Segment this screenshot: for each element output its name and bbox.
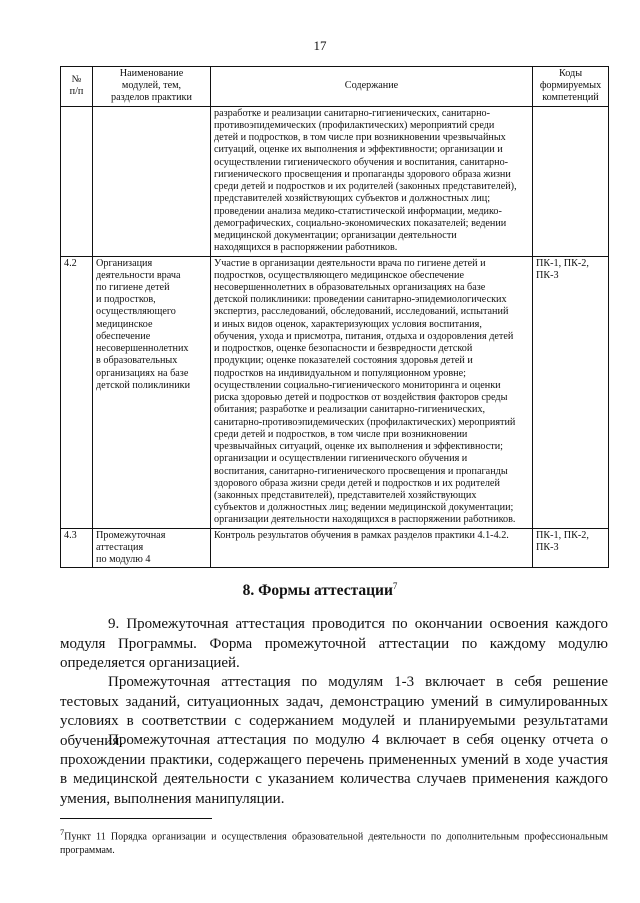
section-footnote-ref: 7 xyxy=(392,581,398,591)
cell-line: ситуаций, оценке их выполнения и эффективности; организации и xyxy=(214,144,503,156)
cell-line: ПК-1, ПК-2, xyxy=(536,529,589,541)
cell-line: медицинской документации; организации деятельности xyxy=(214,230,457,242)
cell-line: продукции; оценке показателей состояния здоровья детей и xyxy=(214,355,473,367)
cell-content xyxy=(211,256,533,528)
cell-line: детей и подростков, в том числе при возникновении чрезвычайных xyxy=(214,132,506,144)
cell-line: экспертиз, расследований, обследований, исследований, испытаний xyxy=(214,306,509,318)
header-codes xyxy=(533,67,609,107)
cell-line: гигиенического просвещения и пропаганды здорового образа жизни xyxy=(214,168,511,180)
cell-num xyxy=(61,106,93,256)
cell-line: Промежуточная xyxy=(96,529,166,541)
cell-line: по гигиене детей xyxy=(96,281,170,293)
section-heading xyxy=(0,581,640,600)
paragraph-3: Промежуточная аттестация по модулю 4 включает в себя оценку отчета о прохождении практики, содержащего перечень примененных умений в ходе участия в медицинской деятельности с указанием количества случаев применения каждого умения, выполнения манипуляции. xyxy=(60,732,608,807)
table-row-4-3 xyxy=(61,528,609,568)
cell-line: осуществлении социально-гигиенического мониторинга и оценки xyxy=(214,379,501,391)
cell-line: организациях на базе xyxy=(96,367,189,379)
cell-line: находящихся в распоряжении работников. xyxy=(214,242,398,254)
cell-content xyxy=(211,528,533,568)
header-num-line: № xyxy=(71,74,82,86)
cell-line: детской поликлиники: проведении санитарно-эпидемиологических xyxy=(214,294,507,306)
cell-line: и подростков, xyxy=(96,294,156,306)
cell-line: детской поликлиники xyxy=(96,379,191,391)
header-codes-line: Коды xyxy=(558,68,583,79)
page-number: 17 xyxy=(313,38,327,53)
cell-line: санитарно-противоэпидемических (профилактических) мероприятий xyxy=(214,416,516,428)
cell-line: деятельности врача xyxy=(96,269,181,281)
cell-module xyxy=(93,528,211,568)
header-module-line: Наименование xyxy=(119,68,184,79)
cell-line: риска здоровью детей и подростков от воздействия факторов среды xyxy=(214,392,508,404)
cell-content xyxy=(211,106,533,256)
cell-line: противоэпидемических (профилактических) мероприятий среди xyxy=(214,119,495,131)
footnote-divider xyxy=(60,818,212,819)
cell-line: аттестация xyxy=(96,541,144,553)
cell-module xyxy=(93,106,211,256)
cell-line: в образовательных xyxy=(96,355,178,367)
cell-line: обучения, ухода и присмотра, питания, отдыха и оздоровления детей xyxy=(214,330,514,342)
cell-line: осуществляющего xyxy=(96,306,176,318)
cell-line: разработке и реализации санитарно-гигиенических, санитарно- xyxy=(214,107,491,119)
cell-line: среди детей и подростков и их родителей (законных представителей), xyxy=(214,181,517,193)
cell-line: демографических, социально-экономических показателей; ведении xyxy=(214,217,507,229)
header-codes-line: формируемых xyxy=(539,80,602,92)
footnote-text: Пункт 11 Порядка организации и осуществления образовательной деятельности по дополнительным профессиональным программам. xyxy=(60,831,608,857)
cell-line: среди детей и подростков, в том числе при возникновении xyxy=(214,428,468,440)
cell-line: и подростков, оценке безопасности и безвредности детской xyxy=(214,343,473,355)
cell-line: медицинское xyxy=(96,318,153,330)
cell-num: 4.3 xyxy=(61,528,93,568)
cell-line: здорового образа жизни среди детей и подростков и их родителей xyxy=(214,477,500,489)
header-module-line: модулей, тем, xyxy=(121,80,182,92)
table-header-row xyxy=(61,67,609,107)
header-num xyxy=(61,67,93,107)
cell-line: обитания; разработке и реализации санитарно-гигиенических, xyxy=(214,404,486,416)
header-module xyxy=(93,67,211,107)
cell-line: ПК-3 xyxy=(536,541,559,553)
cell-line: и иных видов оценок, характеризующих условия воспитания, xyxy=(214,318,482,330)
cell-line: несовершеннолетних в образовательных организациях на базе xyxy=(214,281,486,293)
footnote-mark: 7 xyxy=(60,828,65,837)
cell-line: Участие в организации деятельности врача по гигиене детей и xyxy=(214,257,486,269)
cell-codes xyxy=(533,528,609,568)
program-table xyxy=(60,66,609,568)
cell-line: осуществлении гигиенического обучения и воспитания, санитарно- xyxy=(214,156,509,168)
cell-line: ПК-1, ПК-2, xyxy=(536,257,589,269)
cell-line: подростков на индивидуальном и популяционном уровне; xyxy=(214,367,466,379)
section-title: 8. Формы аттестации xyxy=(242,582,393,600)
cell-codes xyxy=(533,106,609,256)
cell-line: воспитания, санитарно-гигиенического просвещения и пропаганды xyxy=(214,465,508,477)
header-num-line: п/п xyxy=(69,86,84,98)
paragraph-1: 9. Промежуточная аттестация проводится по окончании освоения каждого модуля Программы. Форма промежуточной аттестации по каждому модулю определяется организацией. xyxy=(60,616,608,672)
cell-line: организации деятельности находящихся в распоряжении работников. xyxy=(214,514,516,526)
cell-codes xyxy=(533,256,609,528)
cell-line: обеспечение xyxy=(96,330,151,342)
cell-line: субъектов и должностных лиц; ведении медицинской документации; xyxy=(214,502,514,514)
header-module-line: разделов практики xyxy=(111,92,192,104)
cell-line: (законных представителей), представителей хозяйствующих xyxy=(214,489,477,501)
table-row-continuation xyxy=(61,106,609,256)
cell-line: подростков, осуществляющего медицинское обеспечение xyxy=(214,269,464,281)
cell-line: проведении анализа медико-статистической информации, медико- xyxy=(214,205,502,217)
paragraph-2: Промежуточная аттестация по модулям 1-3 включает в себя решение тестовых заданий, ситуационных задач, демонстрацию умений в симулированных условиях в соответствии с содержанием модулей и планируемыми результатами обучения. xyxy=(60,674,608,749)
header-codes-line: компетенций xyxy=(542,92,599,104)
cell-line: по модулю 4 xyxy=(96,554,151,566)
cell-line: чрезвычайных ситуаций, оценке их выполнения и эффективности; xyxy=(214,441,503,453)
header-content: Содержание xyxy=(211,67,533,107)
table-row-4-2 xyxy=(61,256,609,528)
footnote xyxy=(60,826,608,858)
cell-line: представителей хозяйствующих субъектов и должностных лиц; xyxy=(214,193,491,205)
cell-line: ПК-3 xyxy=(536,269,559,281)
cell-module xyxy=(93,256,211,528)
cell-line: организации и осуществлении гигиенического обучения и xyxy=(214,453,468,465)
cell-line: несовершеннолетних xyxy=(96,343,189,355)
cell-line: Организация xyxy=(96,257,153,269)
cell-num: 4.2 xyxy=(61,256,93,528)
cell-line: Контроль результатов обучения в рамках разделов практики 4.1-4.2. xyxy=(214,529,509,541)
